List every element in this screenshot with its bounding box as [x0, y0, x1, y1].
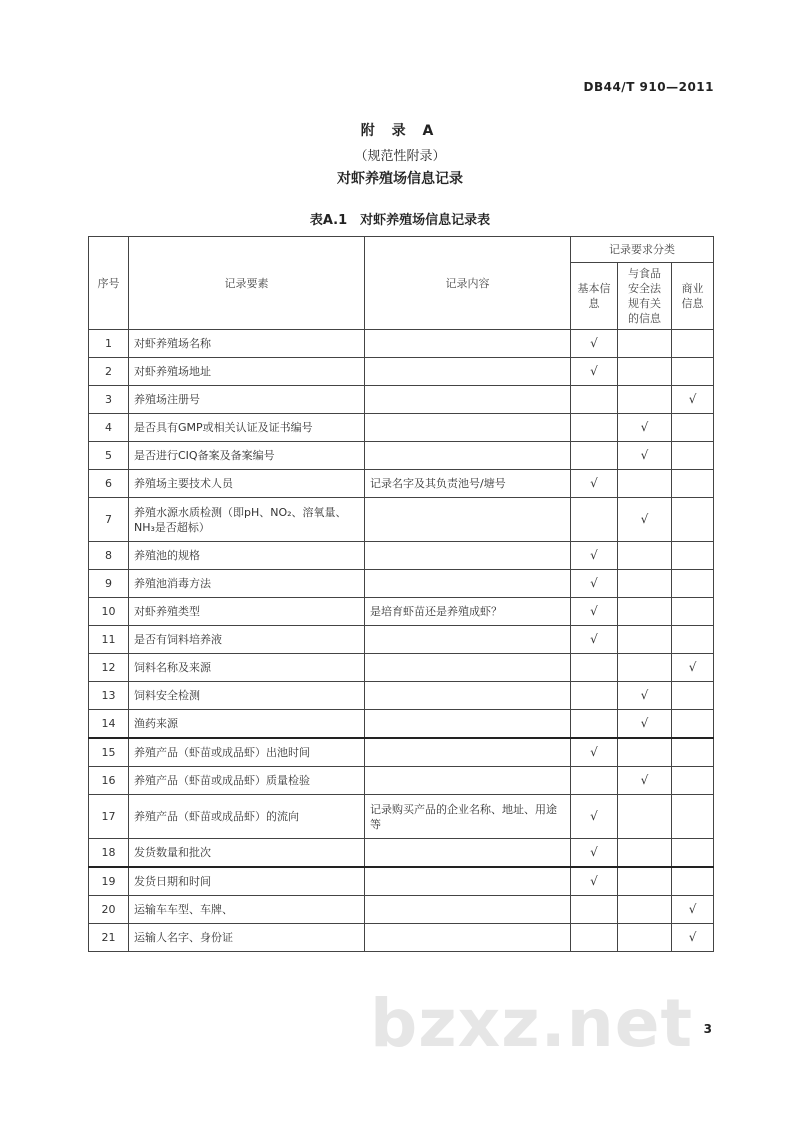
row-basic-check: √: [571, 570, 618, 598]
row-number: 12: [89, 654, 129, 682]
row-basic-check: √: [571, 598, 618, 626]
row-number: 17: [89, 795, 129, 839]
row-item: 对虾养殖场地址: [129, 358, 365, 386]
row-item: 养殖场主要技术人员: [129, 470, 365, 498]
row-item: 养殖水源水质检测（即pH、NO₂、溶氧量、NH₃是否超标）: [129, 498, 365, 542]
row-commercial-check: [672, 442, 714, 470]
row-food-safety-check: [618, 795, 672, 839]
row-food-safety-check: √: [618, 767, 672, 795]
row-basic-check: √: [571, 626, 618, 654]
row-number: 15: [89, 738, 129, 767]
row-food-safety-check: √: [618, 414, 672, 442]
row-food-safety-check: [618, 896, 672, 924]
row-number: 1: [89, 330, 129, 358]
row-item: 养殖场注册号: [129, 386, 365, 414]
row-number: 10: [89, 598, 129, 626]
row-content: [365, 626, 571, 654]
row-commercial-check: [672, 839, 714, 868]
row-basic-check: [571, 386, 618, 414]
row-basic-check: [571, 682, 618, 710]
row-commercial-check: [672, 570, 714, 598]
row-commercial-check: √: [672, 654, 714, 682]
row-content: [365, 498, 571, 542]
document-code: DB44/T 910—2011: [583, 80, 714, 94]
row-basic-check: √: [571, 470, 618, 498]
row-item: 对虾养殖类型: [129, 598, 365, 626]
row-content: [365, 358, 571, 386]
row-content: [365, 738, 571, 767]
row-basic-check: [571, 442, 618, 470]
row-basic-check: [571, 924, 618, 952]
table-row: [89, 442, 714, 470]
row-basic-check: [571, 414, 618, 442]
row-item: 运输人名字、身份证: [129, 924, 365, 952]
row-food-safety-check: [618, 654, 672, 682]
row-content: 记录名字及其负责池号/塘号: [365, 470, 571, 498]
row-number: 6: [89, 470, 129, 498]
row-item: 饲料名称及来源: [129, 654, 365, 682]
row-food-safety-check: [618, 330, 672, 358]
row-number: 16: [89, 767, 129, 795]
table-row: [89, 839, 714, 868]
row-commercial-check: [672, 795, 714, 839]
header-food-safety: 与食品安全法规有关的信息: [618, 263, 672, 330]
table-row: [89, 795, 714, 839]
row-commercial-check: √: [672, 386, 714, 414]
row-number: 9: [89, 570, 129, 598]
row-content: [365, 896, 571, 924]
row-basic-check: √: [571, 795, 618, 839]
row-number: 20: [89, 896, 129, 924]
row-basic-check: √: [571, 738, 618, 767]
row-basic-check: √: [571, 542, 618, 570]
table-row: [89, 896, 714, 924]
table-row: [89, 682, 714, 710]
row-content: [365, 924, 571, 952]
row-commercial-check: [672, 710, 714, 739]
header-content: 记录内容: [365, 237, 571, 330]
row-number: 18: [89, 839, 129, 868]
record-table: [88, 236, 714, 952]
row-item: 养殖产品（虾苗或成品虾）质量检验: [129, 767, 365, 795]
table-row: [89, 498, 714, 542]
row-number: 14: [89, 710, 129, 739]
row-commercial-check: √: [672, 896, 714, 924]
table-row: [89, 598, 714, 626]
row-number: 21: [89, 924, 129, 952]
row-content: [365, 330, 571, 358]
row-number: 5: [89, 442, 129, 470]
table-row: [89, 542, 714, 570]
table-row: [89, 738, 714, 767]
row-item: 是否有饲料培养液: [129, 626, 365, 654]
row-food-safety-check: √: [618, 682, 672, 710]
row-item: 饲料安全检测: [129, 682, 365, 710]
row-basic-check: √: [571, 358, 618, 386]
row-food-safety-check: √: [618, 442, 672, 470]
row-food-safety-check: √: [618, 498, 672, 542]
row-food-safety-check: [618, 358, 672, 386]
row-number: 3: [89, 386, 129, 414]
table-caption: 表A.1 对虾养殖场信息记录表: [309, 213, 491, 228]
row-number: 7: [89, 498, 129, 542]
row-food-safety-check: [618, 924, 672, 952]
row-number: 13: [89, 682, 129, 710]
table-row: [89, 767, 714, 795]
header-category-group: 记录要求分类: [571, 237, 714, 263]
table-row: [89, 924, 714, 952]
row-item: 养殖池消毒方法: [129, 570, 365, 598]
table-row: [89, 570, 714, 598]
row-commercial-check: [672, 626, 714, 654]
row-content: [365, 442, 571, 470]
row-item: 是否具有GMP或相关认证及证书编号: [129, 414, 365, 442]
row-commercial-check: [672, 470, 714, 498]
row-number: 4: [89, 414, 129, 442]
row-content: [365, 414, 571, 442]
row-content: 是培育虾苗还是养殖成虾？: [365, 598, 571, 626]
row-item: 养殖产品（虾苗或成品虾）的流向: [129, 795, 365, 839]
row-item: 渔药来源: [129, 710, 365, 739]
row-number: 11: [89, 626, 129, 654]
row-number: 8: [89, 542, 129, 570]
row-basic-check: √: [571, 839, 618, 868]
row-commercial-check: [672, 598, 714, 626]
row-item: 养殖产品（虾苗或成品虾）出池时间: [129, 738, 365, 767]
row-content: [365, 654, 571, 682]
row-number: 19: [89, 867, 129, 896]
row-content: [365, 386, 571, 414]
row-commercial-check: [672, 358, 714, 386]
page-number: 3: [703, 1022, 712, 1036]
row-content: [365, 867, 571, 896]
table-row: [89, 414, 714, 442]
row-food-safety-check: [618, 570, 672, 598]
appendix-name: 对虾养殖场信息记录: [337, 171, 463, 187]
row-food-safety-check: [618, 839, 672, 868]
header-commercial: 商业信息: [672, 263, 714, 330]
header-index: 序号: [89, 237, 129, 330]
row-item: 发货数量和批次: [129, 839, 365, 868]
row-commercial-check: [672, 414, 714, 442]
row-commercial-check: [672, 867, 714, 896]
row-content: [365, 542, 571, 570]
table-row: [89, 626, 714, 654]
table-row: [89, 358, 714, 386]
row-content: [365, 839, 571, 868]
row-item: 发货日期和时间: [129, 867, 365, 896]
row-commercial-check: [672, 542, 714, 570]
row-food-safety-check: [618, 470, 672, 498]
row-basic-check: [571, 767, 618, 795]
row-commercial-check: √: [672, 924, 714, 952]
table-row: [89, 470, 714, 498]
row-item: 运输车车型、车牌、: [129, 896, 365, 924]
row-item: 养殖池的规格: [129, 542, 365, 570]
row-basic-check: [571, 654, 618, 682]
row-food-safety-check: [618, 542, 672, 570]
row-basic-check: [571, 498, 618, 542]
row-content: 记录购买产品的企业名称、地址、用途等: [365, 795, 571, 839]
row-basic-check: √: [571, 330, 618, 358]
row-food-safety-check: √: [618, 710, 672, 739]
row-food-safety-check: [618, 867, 672, 896]
row-commercial-check: [672, 738, 714, 767]
row-content: [365, 682, 571, 710]
table-row: [89, 330, 714, 358]
row-commercial-check: [672, 682, 714, 710]
appendix-type: （规范性附录）: [354, 149, 446, 164]
row-food-safety-check: [618, 598, 672, 626]
row-food-safety-check: [618, 626, 672, 654]
row-food-safety-check: [618, 386, 672, 414]
row-content: [365, 570, 571, 598]
table-row: [89, 867, 714, 896]
row-item: 对虾养殖场名称: [129, 330, 365, 358]
row-item: 是否进行CIQ备案及备案编号: [129, 442, 365, 470]
table-body: [89, 330, 714, 952]
row-commercial-check: [672, 767, 714, 795]
row-content: [365, 710, 571, 739]
header-item: 记录要素: [129, 237, 365, 330]
appendix-title: 附 录 A: [360, 123, 440, 139]
row-commercial-check: [672, 498, 714, 542]
header-basic: 基本信息: [571, 263, 618, 330]
watermark: bzxz.net: [370, 985, 694, 1062]
row-content: [365, 767, 571, 795]
row-basic-check: [571, 710, 618, 739]
table-row: [89, 654, 714, 682]
row-basic-check: [571, 896, 618, 924]
table-row: [89, 710, 714, 739]
table-row: [89, 386, 714, 414]
row-number: 2: [89, 358, 129, 386]
row-commercial-check: [672, 330, 714, 358]
row-basic-check: √: [571, 867, 618, 896]
row-food-safety-check: [618, 738, 672, 767]
